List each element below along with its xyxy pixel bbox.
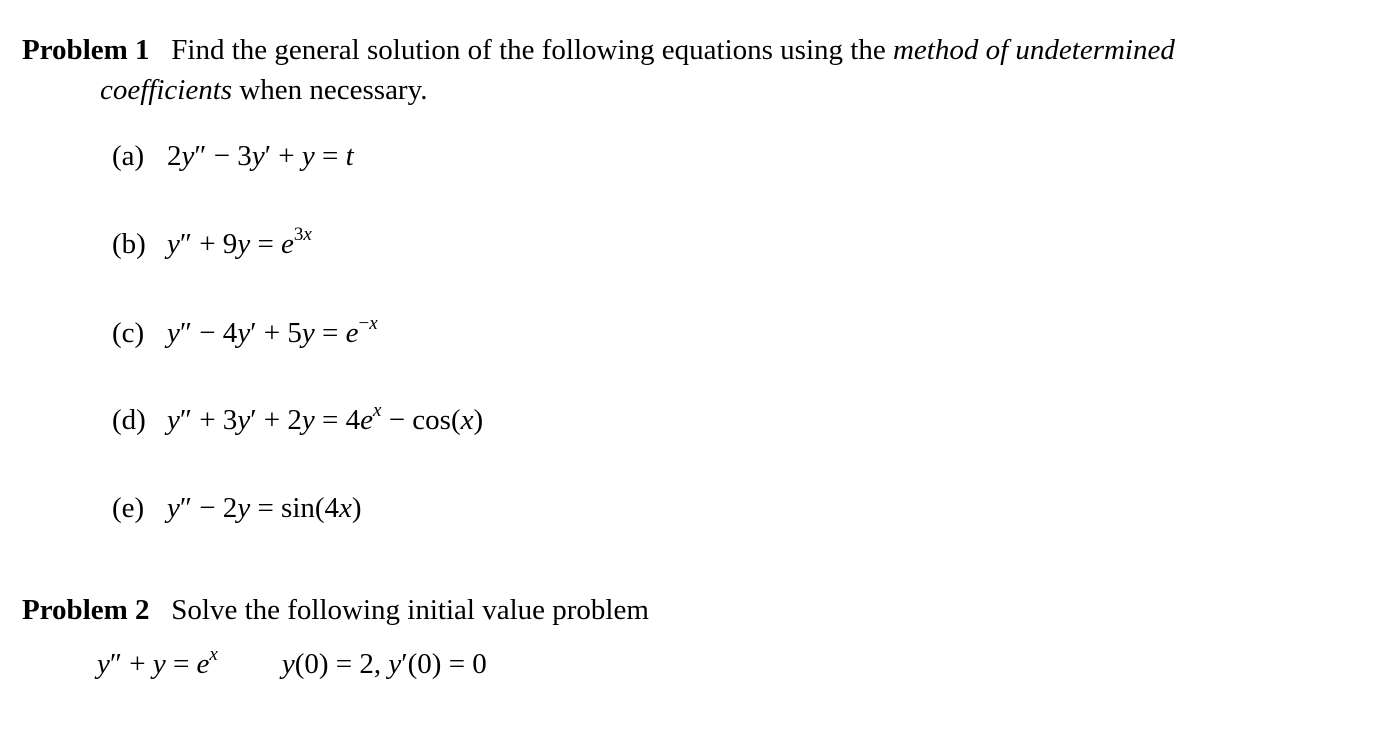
item-label-b: (b) [112,228,146,260]
item-label-c: (c) [112,317,145,349]
problem-1-intro: Find the general solution of the following equations using the [171,34,886,66]
equation-a-math: 2y″ − 3y′ + y = t [167,140,354,172]
item-label-e: (e) [112,492,145,524]
problem-1-heading: Problem 1 [22,34,150,66]
equation-e [112,490,362,526]
problem-2-heading: Problem 2 [22,594,150,626]
equation-e-math: y″ − 2y = sin(4x) [167,492,362,524]
equation-b-math: $y'' + 9y = e^{3x}$ [167,224,312,260]
problem-1-intro-italic: method of undetermined [892,34,1175,66]
problem-1-statement-cont [100,72,427,108]
problem-1-intro-tail: when necessary. [239,74,428,106]
problem-2-equation [97,646,487,682]
problem-2-intro: Solve the following initial value problem [171,594,649,626]
equation-d-math: $y'' + 3y' + 2y = 4e^x - \cos(x)$ [167,400,484,436]
equation-d [112,402,483,438]
item-label-a: (a) [112,140,145,172]
equation-c [112,315,378,351]
problem-1-intro-italic-2: coefficients [100,74,233,106]
problem-1-statement [22,32,1175,68]
item-label-d: (d) [112,404,146,436]
equation-b [112,226,312,262]
problem-2-ode: $y'' + y = e^x$ [97,644,218,680]
problem-2-initial-conditions: y(0) = 2, y′(0) = 0 [281,648,487,680]
problem-2-statement [22,592,649,628]
equation-a [112,138,354,174]
equation-c-math: $y'' - 4y' + 5y = e^{-x}$ [167,313,378,349]
